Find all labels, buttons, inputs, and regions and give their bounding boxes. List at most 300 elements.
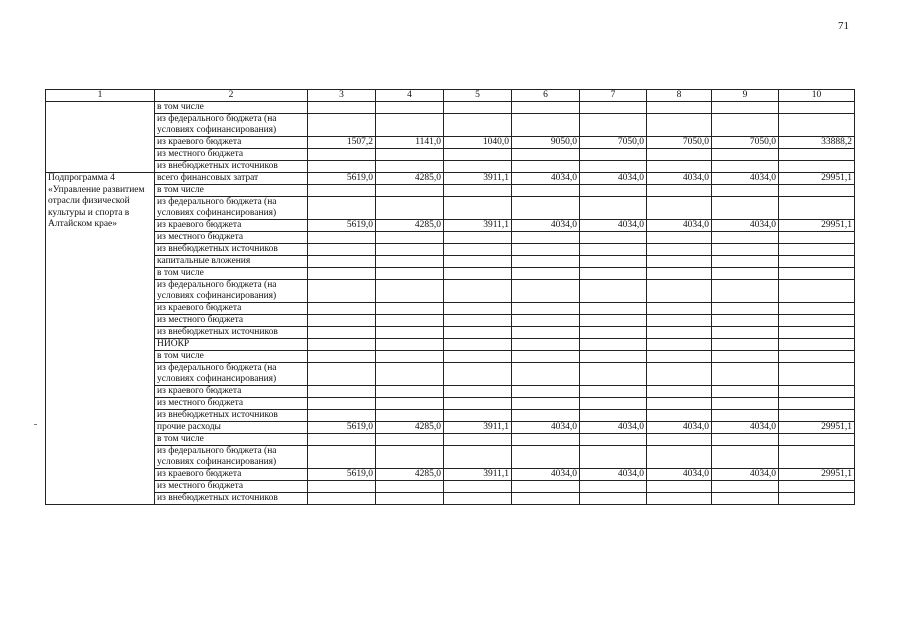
value-cell <box>444 114 512 137</box>
value-cell <box>444 493 512 505</box>
header-cell: 2 <box>155 90 308 102</box>
row-label: из внебюджетных источников <box>155 493 308 505</box>
margin-mark <box>34 424 37 425</box>
row-label: из федерального бюджета (на условиях софинансирования) <box>155 446 308 469</box>
value-cell: 29951,1 <box>779 469 855 481</box>
header-cell: 6 <box>512 90 580 102</box>
value-cell <box>308 434 376 446</box>
value-cell <box>647 280 712 303</box>
row-label: из местного бюджета <box>155 398 308 410</box>
table-row <box>46 268 855 280</box>
value-cell <box>580 280 647 303</box>
value-cell <box>512 351 580 363</box>
value-cell <box>376 303 444 315</box>
value-cell <box>308 114 376 137</box>
table-row <box>46 398 855 410</box>
value-cell <box>376 327 444 339</box>
value-cell <box>512 398 580 410</box>
value-cell <box>647 410 712 422</box>
row-label: из местного бюджета <box>155 149 308 161</box>
value-cell: 4034,0 <box>712 220 779 232</box>
value-cell: 4034,0 <box>512 220 580 232</box>
value-cell <box>779 493 855 505</box>
table-row <box>46 446 855 469</box>
value-cell <box>308 197 376 220</box>
value-cell: 4034,0 <box>712 469 779 481</box>
row-label: в том числе <box>155 102 308 114</box>
value-cell: 33888,2 <box>779 137 855 149</box>
value-cell <box>647 197 712 220</box>
value-cell: 4034,0 <box>647 220 712 232</box>
value-cell <box>712 185 779 197</box>
value-cell <box>647 339 712 351</box>
value-cell <box>512 481 580 493</box>
table-row <box>46 280 855 303</box>
value-cell <box>308 185 376 197</box>
value-cell: 3911,1 <box>444 173 512 185</box>
row-label: из федерального бюджета (на условиях софинансирования) <box>155 363 308 386</box>
value-cell <box>580 161 647 173</box>
value-cell <box>580 232 647 244</box>
value-cell <box>444 280 512 303</box>
value-cell <box>779 339 855 351</box>
table-row <box>46 339 855 351</box>
table-row <box>46 244 855 256</box>
row-label: из федерального бюджета (на условиях софинансирования) <box>155 114 308 137</box>
value-cell: 4034,0 <box>647 422 712 434</box>
value-cell <box>712 363 779 386</box>
value-cell <box>512 185 580 197</box>
value-cell <box>444 363 512 386</box>
value-cell <box>376 446 444 469</box>
value-cell <box>580 315 647 327</box>
table-row <box>46 173 855 185</box>
value-cell <box>376 149 444 161</box>
row-label: капитальные вложения <box>155 256 308 268</box>
table-row <box>46 351 855 363</box>
value-cell <box>308 161 376 173</box>
row-label: из внебюджетных источников <box>155 244 308 256</box>
value-cell <box>779 327 855 339</box>
value-cell: 5619,0 <box>308 469 376 481</box>
value-cell <box>779 363 855 386</box>
value-cell <box>712 149 779 161</box>
value-cell <box>512 303 580 315</box>
value-cell <box>647 327 712 339</box>
value-cell <box>308 351 376 363</box>
value-cell <box>308 102 376 114</box>
value-cell <box>779 303 855 315</box>
value-cell <box>580 363 647 386</box>
value-cell <box>376 232 444 244</box>
value-cell <box>647 363 712 386</box>
table-row <box>46 386 855 398</box>
value-cell <box>712 410 779 422</box>
value-cell <box>647 446 712 469</box>
value-cell <box>580 446 647 469</box>
value-cell <box>512 161 580 173</box>
value-cell <box>376 256 444 268</box>
row-label: в том числе <box>155 351 308 363</box>
table-row <box>46 232 855 244</box>
value-cell <box>712 268 779 280</box>
value-cell: 7050,0 <box>712 137 779 149</box>
table-row <box>46 114 855 137</box>
value-cell <box>444 102 512 114</box>
value-cell: 5619,0 <box>308 173 376 185</box>
value-cell <box>779 102 855 114</box>
value-cell <box>712 327 779 339</box>
page-number: 71 <box>838 20 849 32</box>
value-cell <box>308 268 376 280</box>
header-cell: 4 <box>376 90 444 102</box>
value-cell: 3911,1 <box>444 220 512 232</box>
value-cell <box>779 232 855 244</box>
value-cell <box>712 434 779 446</box>
value-cell <box>308 363 376 386</box>
value-cell <box>308 149 376 161</box>
value-cell: 5619,0 <box>308 422 376 434</box>
table-row <box>46 434 855 446</box>
value-cell <box>712 102 779 114</box>
table-row <box>46 161 855 173</box>
value-cell <box>647 481 712 493</box>
value-cell <box>647 149 712 161</box>
value-cell <box>444 434 512 446</box>
value-cell <box>444 398 512 410</box>
value-cell <box>512 386 580 398</box>
value-cell <box>512 114 580 137</box>
table-row <box>46 303 855 315</box>
value-cell <box>580 303 647 315</box>
value-cell <box>308 446 376 469</box>
value-cell <box>712 244 779 256</box>
value-cell: 4034,0 <box>580 422 647 434</box>
table-row <box>46 410 855 422</box>
value-cell <box>779 386 855 398</box>
table-row <box>46 102 855 114</box>
value-cell <box>512 256 580 268</box>
value-cell: 5619,0 <box>308 220 376 232</box>
value-cell <box>580 386 647 398</box>
value-cell <box>647 315 712 327</box>
row-label: из местного бюджета <box>155 315 308 327</box>
value-cell <box>647 386 712 398</box>
row-label: из внебюджетных источников <box>155 327 308 339</box>
value-cell <box>779 410 855 422</box>
value-cell <box>308 280 376 303</box>
value-cell <box>444 149 512 161</box>
value-cell <box>580 185 647 197</box>
value-cell <box>712 256 779 268</box>
value-cell <box>376 434 444 446</box>
value-cell <box>647 398 712 410</box>
value-cell <box>512 339 580 351</box>
value-cell <box>444 244 512 256</box>
value-cell <box>779 185 855 197</box>
value-cell: 7050,0 <box>647 137 712 149</box>
value-cell <box>512 232 580 244</box>
table-row <box>46 185 855 197</box>
value-cell <box>779 434 855 446</box>
value-cell <box>779 268 855 280</box>
row-label: всего финансовых затрат <box>155 173 308 185</box>
value-cell <box>712 197 779 220</box>
value-cell <box>308 481 376 493</box>
value-cell <box>712 303 779 315</box>
value-cell <box>376 244 444 256</box>
value-cell: 29951,1 <box>779 422 855 434</box>
value-cell <box>376 161 444 173</box>
value-cell <box>779 351 855 363</box>
value-cell <box>779 446 855 469</box>
value-cell <box>512 102 580 114</box>
value-cell <box>580 114 647 137</box>
value-cell <box>512 268 580 280</box>
table-row <box>46 220 855 232</box>
value-cell <box>580 197 647 220</box>
program-name-cell: Подпрограмма 4 «Управление развитием отрасли физической культуры и спорта в Алтайском крае» <box>46 173 155 505</box>
value-cell <box>376 315 444 327</box>
value-cell: 4034,0 <box>647 173 712 185</box>
header-cell: 9 <box>712 90 779 102</box>
value-cell: 4285,0 <box>376 469 444 481</box>
value-cell <box>444 386 512 398</box>
value-cell <box>444 327 512 339</box>
value-cell: 4034,0 <box>512 422 580 434</box>
value-cell: 3911,1 <box>444 422 512 434</box>
value-cell: 4034,0 <box>647 469 712 481</box>
value-cell <box>308 398 376 410</box>
value-cell <box>308 493 376 505</box>
table-row <box>46 422 855 434</box>
value-cell <box>512 280 580 303</box>
value-cell <box>580 493 647 505</box>
value-cell <box>376 114 444 137</box>
value-cell <box>376 481 444 493</box>
value-cell: 7050,0 <box>580 137 647 149</box>
value-cell <box>779 398 855 410</box>
value-cell <box>376 410 444 422</box>
value-cell: 4034,0 <box>580 220 647 232</box>
value-cell <box>512 149 580 161</box>
value-cell <box>712 398 779 410</box>
row-label: в том числе <box>155 185 308 197</box>
value-cell <box>444 256 512 268</box>
header-cell: 8 <box>647 90 712 102</box>
value-cell <box>444 481 512 493</box>
value-cell <box>376 102 444 114</box>
value-cell <box>779 481 855 493</box>
value-cell <box>580 398 647 410</box>
value-cell <box>712 315 779 327</box>
value-cell: 29951,1 <box>779 220 855 232</box>
value-cell <box>308 339 376 351</box>
value-cell: 4034,0 <box>512 173 580 185</box>
value-cell <box>647 102 712 114</box>
budget-table <box>45 89 855 505</box>
table-row <box>46 327 855 339</box>
empty-name-cell <box>46 102 155 173</box>
value-cell <box>712 114 779 137</box>
value-cell <box>647 303 712 315</box>
value-cell <box>580 256 647 268</box>
value-cell: 4285,0 <box>376 173 444 185</box>
value-cell <box>512 244 580 256</box>
value-cell: 4034,0 <box>580 469 647 481</box>
value-cell <box>444 232 512 244</box>
value-cell <box>444 339 512 351</box>
value-cell <box>512 197 580 220</box>
row-label: в том числе <box>155 434 308 446</box>
value-cell: 4285,0 <box>376 220 444 232</box>
value-cell: 4034,0 <box>712 422 779 434</box>
value-cell <box>376 386 444 398</box>
value-cell <box>512 327 580 339</box>
value-cell <box>779 161 855 173</box>
value-cell <box>308 244 376 256</box>
value-cell <box>376 197 444 220</box>
value-cell <box>580 339 647 351</box>
value-cell <box>308 303 376 315</box>
value-cell <box>376 268 444 280</box>
value-cell <box>712 232 779 244</box>
value-cell <box>376 185 444 197</box>
value-cell <box>512 363 580 386</box>
value-cell <box>779 280 855 303</box>
value-cell <box>779 315 855 327</box>
value-cell <box>308 232 376 244</box>
row-label: из краевого бюджета <box>155 386 308 398</box>
value-cell <box>444 197 512 220</box>
value-cell <box>444 268 512 280</box>
value-cell: 1040,0 <box>444 137 512 149</box>
value-cell <box>712 161 779 173</box>
value-cell: 4034,0 <box>580 173 647 185</box>
table-row <box>46 363 855 386</box>
value-cell <box>512 315 580 327</box>
value-cell: 4034,0 <box>712 173 779 185</box>
value-cell <box>779 114 855 137</box>
value-cell <box>376 398 444 410</box>
value-cell <box>512 434 580 446</box>
value-cell <box>712 446 779 469</box>
value-cell: 9050,0 <box>512 137 580 149</box>
value-cell <box>512 493 580 505</box>
table-row <box>46 315 855 327</box>
table-row <box>46 493 855 505</box>
value-cell <box>308 386 376 398</box>
value-cell <box>444 303 512 315</box>
value-cell: 4034,0 <box>512 469 580 481</box>
row-label: из федерального бюджета (на условиях софинансирования) <box>155 197 308 220</box>
value-cell: 29951,1 <box>779 173 855 185</box>
header-cell: 1 <box>46 90 155 102</box>
value-cell <box>712 339 779 351</box>
value-cell <box>779 244 855 256</box>
value-cell <box>376 280 444 303</box>
row-label: из федерального бюджета (на условиях софинансирования) <box>155 280 308 303</box>
header-cell: 5 <box>444 90 512 102</box>
value-cell <box>580 327 647 339</box>
row-label: из местного бюджета <box>155 481 308 493</box>
table-row <box>46 197 855 220</box>
value-cell <box>444 315 512 327</box>
value-cell <box>580 149 647 161</box>
row-label: из внебюджетных источников <box>155 161 308 173</box>
value-cell <box>647 434 712 446</box>
value-cell <box>712 351 779 363</box>
value-cell <box>647 185 712 197</box>
value-cell <box>308 410 376 422</box>
value-cell <box>308 327 376 339</box>
value-cell: 3911,1 <box>444 469 512 481</box>
value-cell <box>779 197 855 220</box>
value-cell <box>580 102 647 114</box>
value-cell <box>647 493 712 505</box>
value-cell <box>580 244 647 256</box>
value-cell <box>647 232 712 244</box>
value-cell <box>376 351 444 363</box>
row-label: из краевого бюджета <box>155 303 308 315</box>
value-cell <box>779 256 855 268</box>
value-cell <box>444 410 512 422</box>
header-row <box>46 90 855 102</box>
value-cell: 1141,0 <box>376 137 444 149</box>
value-cell: 1507,2 <box>308 137 376 149</box>
table-row <box>46 137 855 149</box>
value-cell <box>647 244 712 256</box>
value-cell: 4285,0 <box>376 422 444 434</box>
row-label: из внебюджетных источников <box>155 410 308 422</box>
value-cell <box>647 161 712 173</box>
value-cell <box>308 315 376 327</box>
value-cell <box>647 268 712 280</box>
value-cell <box>376 493 444 505</box>
value-cell <box>779 149 855 161</box>
value-cell <box>580 410 647 422</box>
row-label: в том числе <box>155 268 308 280</box>
value-cell <box>647 114 712 137</box>
table-row <box>46 469 855 481</box>
value-cell <box>512 410 580 422</box>
row-label: из краевого бюджета <box>155 469 308 481</box>
value-cell <box>376 339 444 351</box>
table-row <box>46 256 855 268</box>
row-label: из местного бюджета <box>155 232 308 244</box>
value-cell <box>444 446 512 469</box>
header-cell: 3 <box>308 90 376 102</box>
value-cell <box>580 351 647 363</box>
value-cell <box>376 363 444 386</box>
table-row <box>46 481 855 493</box>
value-cell <box>444 185 512 197</box>
value-cell <box>512 446 580 469</box>
value-cell <box>712 493 779 505</box>
row-label: НИОКР <box>155 339 308 351</box>
header-cell: 7 <box>580 90 647 102</box>
value-cell <box>712 481 779 493</box>
table-body <box>46 102 855 505</box>
value-cell <box>712 280 779 303</box>
header-cell: 10 <box>779 90 855 102</box>
value-cell <box>444 351 512 363</box>
value-cell <box>647 351 712 363</box>
value-cell <box>580 481 647 493</box>
value-cell <box>647 256 712 268</box>
value-cell <box>712 386 779 398</box>
value-cell <box>444 161 512 173</box>
